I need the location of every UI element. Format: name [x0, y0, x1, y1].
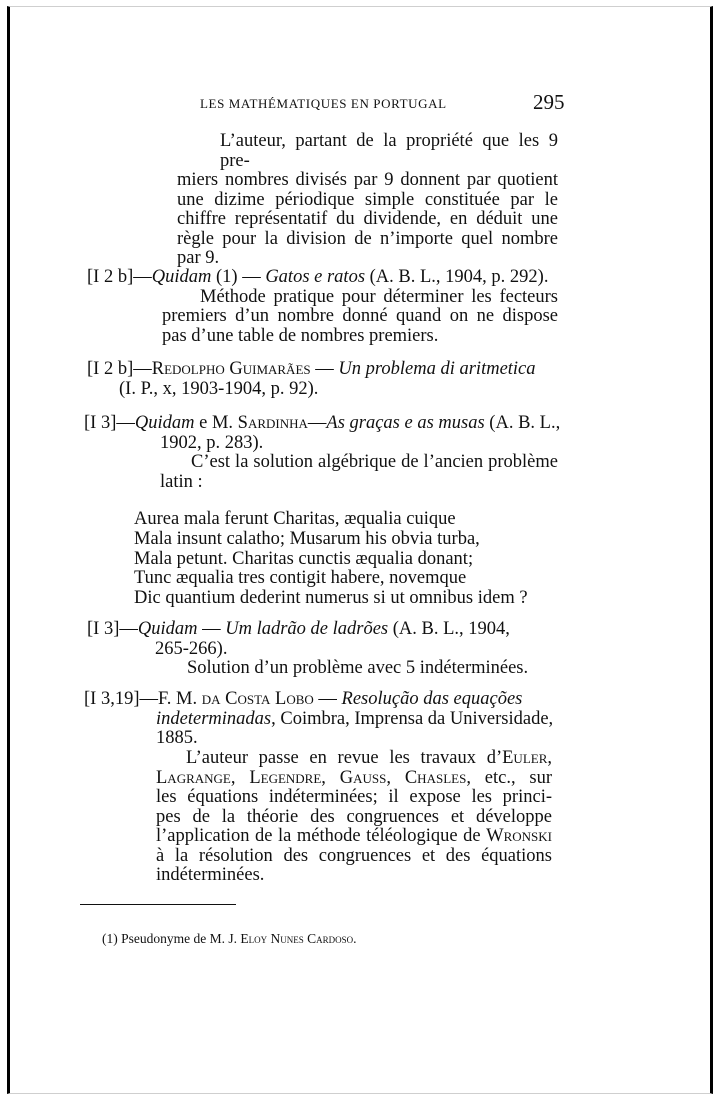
running-title: LES MATHÉMATIQUES EN PORTUGAL — [200, 96, 447, 111]
intro-line: miers nombres divisés par 9 donnent par quotient — [177, 170, 558, 190]
entry-reference: , Coimbra, Imprensa da Universidade, — [271, 708, 554, 729]
entry-body-line: Solution d’un problème avec 5 indéterminées. — [187, 658, 529, 678]
footnote-name: Eloy Nunes Cardoso — [240, 931, 354, 946]
entry-body — [156, 749, 552, 886]
entry-heading: [I 3,19]—F. M. da Costa Lobo — Resolução das equações — [84, 689, 523, 709]
entry-body-line: Lagrange, Legendre, Gauss, Chasles, etc., sur — [156, 767, 553, 788]
footnote-rule — [80, 904, 236, 905]
entry-reference: (A. B. L., 1904, — [388, 619, 510, 639]
bibliography-entry — [87, 620, 558, 679]
entry-reference: (A. B. L., 1904, p. 292). — [365, 267, 549, 287]
entry-reference-cont: 1902, p. 283). — [160, 432, 264, 453]
entry-heading: [I 3]—Quidam — Um ladrão de ladrões (A. B. L., 1904, — [87, 619, 510, 639]
classification-code: [I 2 b] — [87, 267, 134, 287]
entry-title-cont: indeterminadas, Coimbra, Imprensa da Universidade, — [156, 708, 554, 729]
bibliography-entry — [87, 268, 558, 346]
entry-body-line: premiers d’un nombre donné quand on ne dispose — [162, 306, 558, 326]
footnote-reference: (1) — [211, 267, 238, 287]
person-chasles: Chasles — [404, 767, 467, 788]
verse-line: Dic quantium dederint numerus si ut omnibus idem ? — [134, 588, 528, 609]
bibliography-entry — [87, 360, 558, 399]
verse-line: Aurea mala ferunt Charitas, æqualia cuique — [134, 509, 456, 529]
entry-author: Quidam — [134, 413, 195, 433]
entry-title: Resolução das equações — [341, 689, 523, 709]
entry-title: As graças e as musas — [326, 413, 485, 433]
verse-line: Mala insunt calatho; Musarum his obvia turba, — [134, 528, 480, 549]
person-gauss: Gauss — [339, 767, 387, 788]
entry-heading: [I 3]—Quidam e M. Sardinha—As graças e as musas (A. B. L., — [84, 413, 561, 433]
entry-reference-cont: 1885. — [156, 728, 198, 748]
classification-code: [I 3] — [84, 413, 117, 433]
footnote-text: Pseudonyme de M. J. — [121, 931, 241, 946]
entry-body-line: les équations indéterminées; il expose les princi- — [156, 787, 552, 807]
entry-body-line: pas d’une table de nombres premiers. — [162, 325, 439, 346]
bibliography-entry — [84, 690, 558, 749]
entry-author: Quidam — [137, 619, 198, 639]
person-wronski: Wronski — [486, 826, 552, 846]
entry-reference: (I. P., x, 1903-1904, p. 92). — [119, 378, 319, 399]
entry-body-line: pes de la théorie des congruences et développe — [156, 806, 552, 827]
entry-body-line: l’application de la méthode téléologique de Wronski — [156, 826, 552, 846]
entry-body-line: L’auteur passe en revue les travaux d’Euler, — [186, 748, 552, 768]
classification-code: [I 2 b] — [87, 359, 134, 379]
entry-body-line: Méthode pratique pour déterminer les fecteurs — [200, 286, 558, 307]
entry-title: Um ladrão de ladrões — [225, 619, 389, 639]
intro-paragraph — [177, 132, 558, 269]
entry-body-line: C’est la solution algébrique de l’ancien problème — [191, 452, 558, 472]
footnote-marker: (1) — [102, 931, 118, 946]
entry-author-2: Sardinha — [237, 413, 308, 433]
entry-heading: [I 2 b]—Redolpho Guimarães — Un problema di aritmetica — [87, 359, 536, 379]
bibliography-entry — [84, 413, 561, 492]
entry-author-prefix: F. M. — [157, 689, 202, 709]
classification-code: [I 3] — [87, 619, 120, 639]
person-legendre: Legendre — [249, 767, 322, 788]
footnote: (1) Pseudonyme de M. J. Eloy Nunes Cardoso. — [102, 931, 357, 946]
entry-author: Quidam — [151, 267, 212, 287]
entry-body-line: indéterminées. — [156, 865, 265, 885]
intro-line: règle pour la division de n’importe quel nombre — [177, 228, 558, 249]
verse-line: Mala petunt. Charitas cunctis æqualia donant; — [134, 548, 474, 569]
entry-author: Costa Lobo — [220, 689, 314, 709]
latin-verse — [134, 510, 564, 609]
entry-body-line: à la résolution des congruences et des équations — [156, 845, 552, 866]
entry-title: Gatos e ratos — [265, 267, 366, 287]
intro-line: L’auteur, partant de la propriété que les 9 pre- — [220, 131, 558, 171]
intro-line: une dizime périodique simple constituée par le — [177, 189, 558, 210]
entry-reference: (A. B. L., — [484, 413, 561, 433]
entry-body-line: latin : — [160, 471, 203, 492]
classification-code: [I 3,19] — [84, 689, 140, 709]
intro-line: chiffre représentatif du dividende, en déduit une — [177, 209, 558, 229]
verse-line: Tunc æqualia tres contigit habere, novemque — [134, 568, 467, 589]
page-number: 295 — [533, 90, 565, 114]
entry-title: Un problema di aritmetica — [338, 359, 536, 379]
entry-heading: [I 2 b]—Quidam (1) — Gatos e ratos (A. B. L., 1904, p. 292). — [87, 267, 549, 287]
intro-line: par 9. — [177, 248, 220, 268]
person-lagrange: Lagrange — [156, 767, 231, 788]
entry-reference-cont: 265-266). — [155, 638, 228, 659]
entry-author-particle: da — [201, 689, 221, 709]
person-euler: Euler — [502, 748, 548, 768]
entry-author: Redolpho Guimarães — [151, 359, 311, 379]
